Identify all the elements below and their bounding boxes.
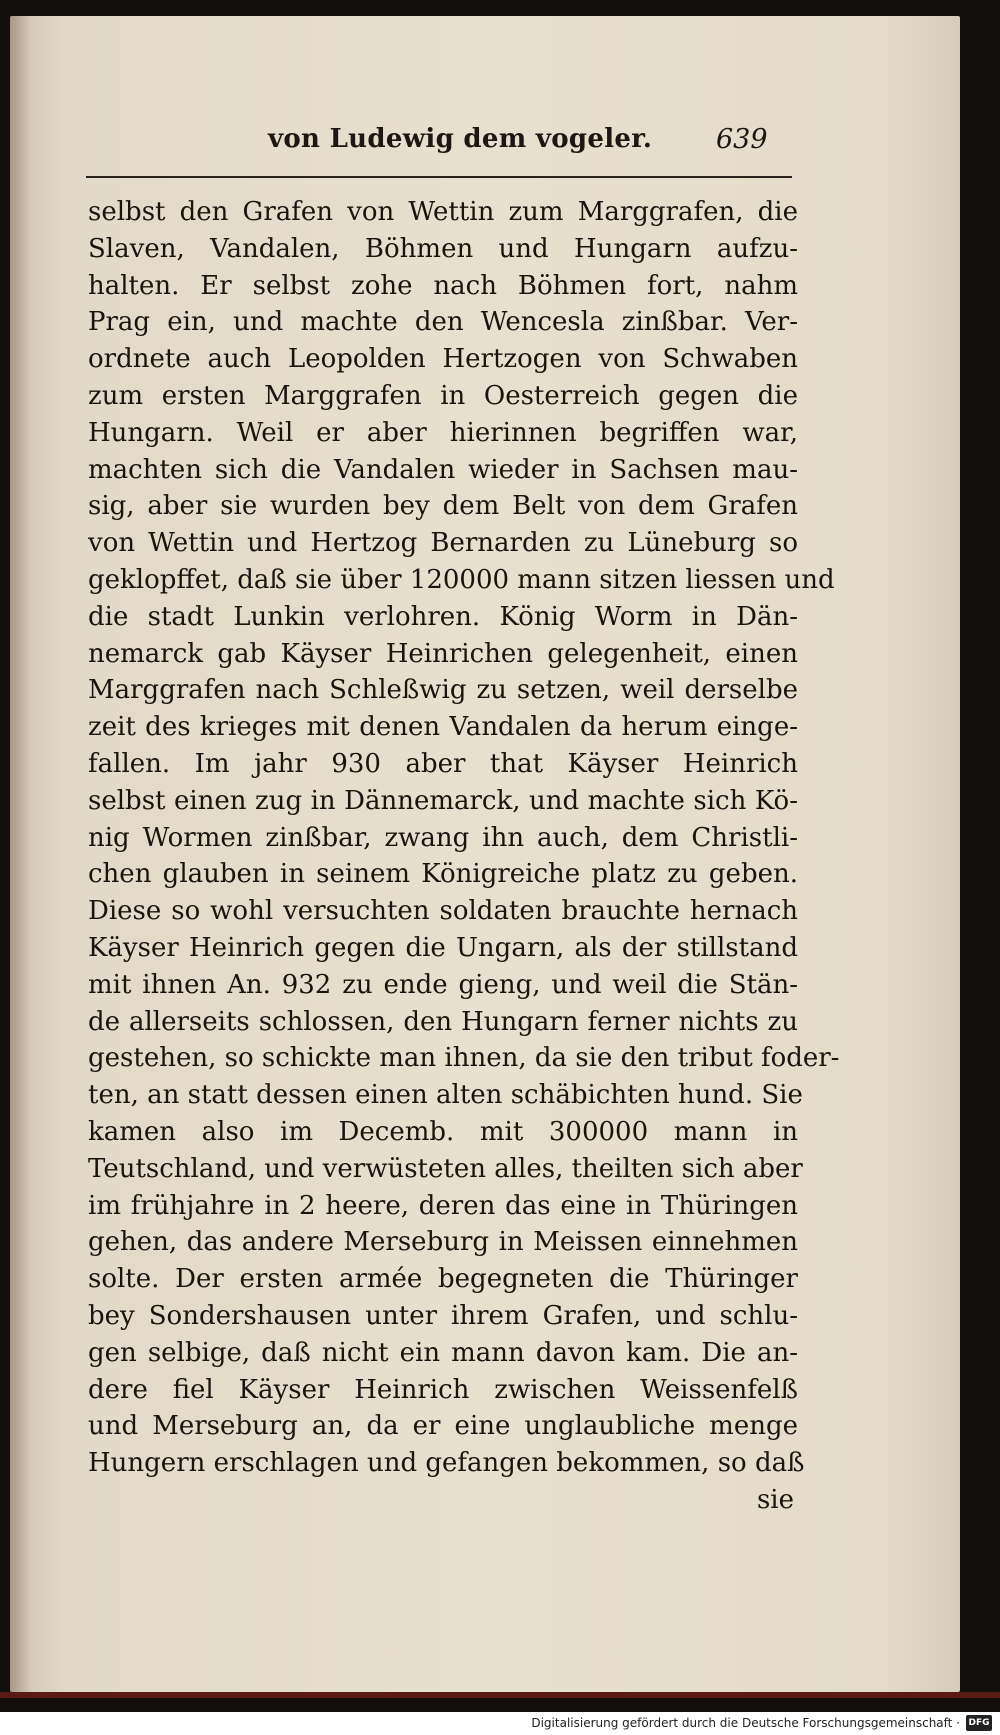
text-line: Hungarn. Weil er aber hierinnen begriffen war, (88, 417, 798, 448)
running-title: von Ludewig dem vogeler. (268, 124, 653, 154)
text-line: ordnete auch Leopolden Hertzogen von Schwaben (88, 344, 798, 375)
text-line: gehen, das andere Merseburg in Meissen einnehmen (88, 1227, 798, 1258)
text-line: die stadt Lunkin verlohren. König Worm in Dän- (88, 601, 798, 632)
text-line: im frühjahre in 2 heere, deren das eine in Thüringen (88, 1190, 798, 1221)
dfg-logo-icon: DFG (966, 1715, 992, 1731)
page-number: 639 (716, 124, 768, 155)
text-line: de allerseits schlossen, den Hungarn ferner nichts zu (88, 1006, 798, 1037)
footer-bar (0, 1712, 1000, 1735)
text-line: gestehen, so schickte man ihnen, da sie den tribut foder- (88, 1043, 840, 1074)
gutter-shadow (10, 16, 32, 1692)
text-line: Diese so wohl versuchten soldaten brauchte hernach (88, 896, 798, 927)
text-line: zeit des krieges mit denen Vandalen da herum einge- (88, 712, 798, 743)
text-line: Marggrafen nach Schleßwig zu setzen, weil derselbe (88, 675, 798, 706)
running-head (10, 124, 960, 164)
text-line: zum ersten Marggrafen in Oesterreich gegen die (88, 380, 798, 411)
book-edge (0, 1692, 1000, 1698)
text-line: mit ihnen An. 932 zu ende gieng, und weil die Stän- (88, 969, 798, 1000)
text-line: ten, an statt dessen einen alten schäbichten hund. Sie (88, 1080, 803, 1111)
text-line: gen selbige, daß nicht ein mann davon kam. Die an- (88, 1337, 798, 1368)
funding-credit: Digitalisierung gefördert durch die Deutsche Forschungsgemeinschaft · (531, 1716, 960, 1730)
text-line: fallen. Im jahr 930 aber that Käyser Heinrich (88, 748, 798, 779)
text-line: Käyser Heinrich gegen die Ungarn, als der stillstand (88, 932, 798, 963)
catchword: sie (756, 1484, 794, 1515)
text-line: solte. Der ersten armée begegneten die Thüringer (88, 1264, 798, 1295)
book-page (10, 16, 960, 1692)
text-line: geklopffet, daß sie über 120000 mann sitzen liessen und (88, 564, 835, 595)
text-line: von Wettin und Hertzog Bernarden zu Lüneburg so (88, 528, 798, 559)
text-line: dere fiel Käyser Heinrich zwischen Weissenfelß (88, 1374, 798, 1405)
text-body (88, 194, 840, 1519)
text-line: chen glauben in seinem Königreiche platz zu geben. (88, 859, 798, 890)
text-line: kamen also im Decemb. mit 300000 mann in (88, 1116, 798, 1147)
text-line: machten sich die Vandalen wieder in Sachsen mau- (88, 454, 798, 485)
text-line: Prag ein, und machte den Wencesla zinßbar. Ver- (88, 307, 798, 338)
text-line: halten. Er selbst zohe nach Böhmen fort, nahm (88, 270, 798, 301)
text-line: selbst einen zug in Dännemarck, und machte sich Kö- (88, 785, 798, 816)
text-line: sig, aber sie wurden bey dem Belt von dem Grafen (88, 491, 798, 522)
text-line: nig Wormen zinßbar, zwang ihn auch, dem Christli- (88, 822, 798, 853)
text-line: und Merseburg an, da er eine unglaubliche menge (88, 1411, 798, 1442)
text-line: Slaven, Vandalen, Böhmen und Hungarn aufzu- (88, 233, 798, 264)
header-rule (86, 176, 792, 178)
text-line: bey Sondershausen unter ihrem Grafen, und schlu- (88, 1300, 798, 1331)
text-line: Hungern erschlagen und gefangen bekommen, so daß (88, 1448, 805, 1479)
text-line: selbst den Grafen von Wettin zum Marggrafen, die (88, 197, 798, 227)
text-line: Teutschland, und verwüsteten alles, theilten sich aber (88, 1153, 803, 1184)
text-line: nemarck gab Käyser Heinrichen gelegenheit, einen (88, 638, 798, 669)
